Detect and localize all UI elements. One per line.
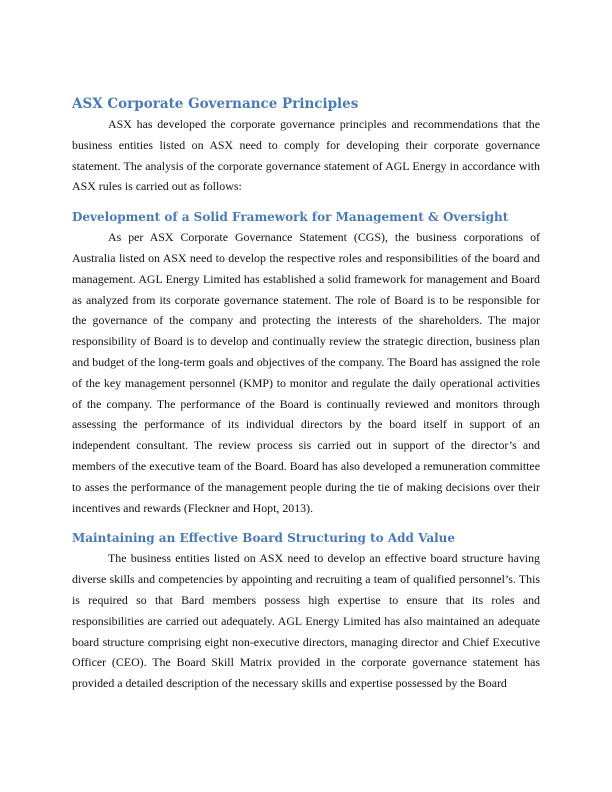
section-heading-board-structure: Maintaining an Effective Board Structuring to Add Value — [72, 531, 456, 546]
document-page — [72, 94, 540, 704]
section-paragraph-framework: As per ASX Corporate Governance Statement (CGS), the business corporations of Australia listed on ASX need to develop the respective roles and responsibilities of the board and management. AGL Energy Limited has established a solid framework for management and Board as analyzed from its corporate governance statement. The role of Board is to be responsible for the governance of the company and protecting the interests of the shareholders. The major responsibility of Board is to develop and continually review the strategic direction, business plan and budget of the long-term goals and objectives of the company. The Board has assigned the role of the key management personnel (KMP) to monitor and regulate the daily operational activities of the company. The performance of the Board is continually reviewed and monitors through assessing the performance of its individual directors by the board itself in support of an independent consultant. The review process sis carried out in support of the director’s and members of the executive team of the Board. Board has also developed a remuneration committee to asses the performance of the management people during the tie of making decisions over their incentives and rewards (Fleckner and Hopt, 2013). — [72, 230, 540, 515]
section-heading-framework: Development of a Solid Framework for Management & Oversight — [72, 210, 509, 225]
section-paragraph-asx-principles: ASX has developed the corporate governance principles and recommendations that the business entities listed on ASX need to comply for developing their corporate governance statement. The analysis of the corporate governance statement of AGL Energy in accordance with ASX rules is carried out as follows: — [72, 117, 540, 194]
section-heading-asx-principles: ASX Corporate Governance Principles — [72, 96, 359, 112]
section-paragraph-board-structure: The business entities listed on ASX need to develop an effective board structure having diverse skills and competencies by appointing and recruiting a team of qualified personnel’s. This is required so that Bard members possess high expertise to ensure that its roles and responsibilities are carried out adequately. AGL Energy Limited has also maintained an adequate board structure comprising eight non-executive directors, managing director and Chief Executive Officer (CEO). The Board Skill Matrix provided in the corporate governance statement has provided a detailed description of the necessary skills and expertise possessed by the Board — [72, 551, 540, 691]
